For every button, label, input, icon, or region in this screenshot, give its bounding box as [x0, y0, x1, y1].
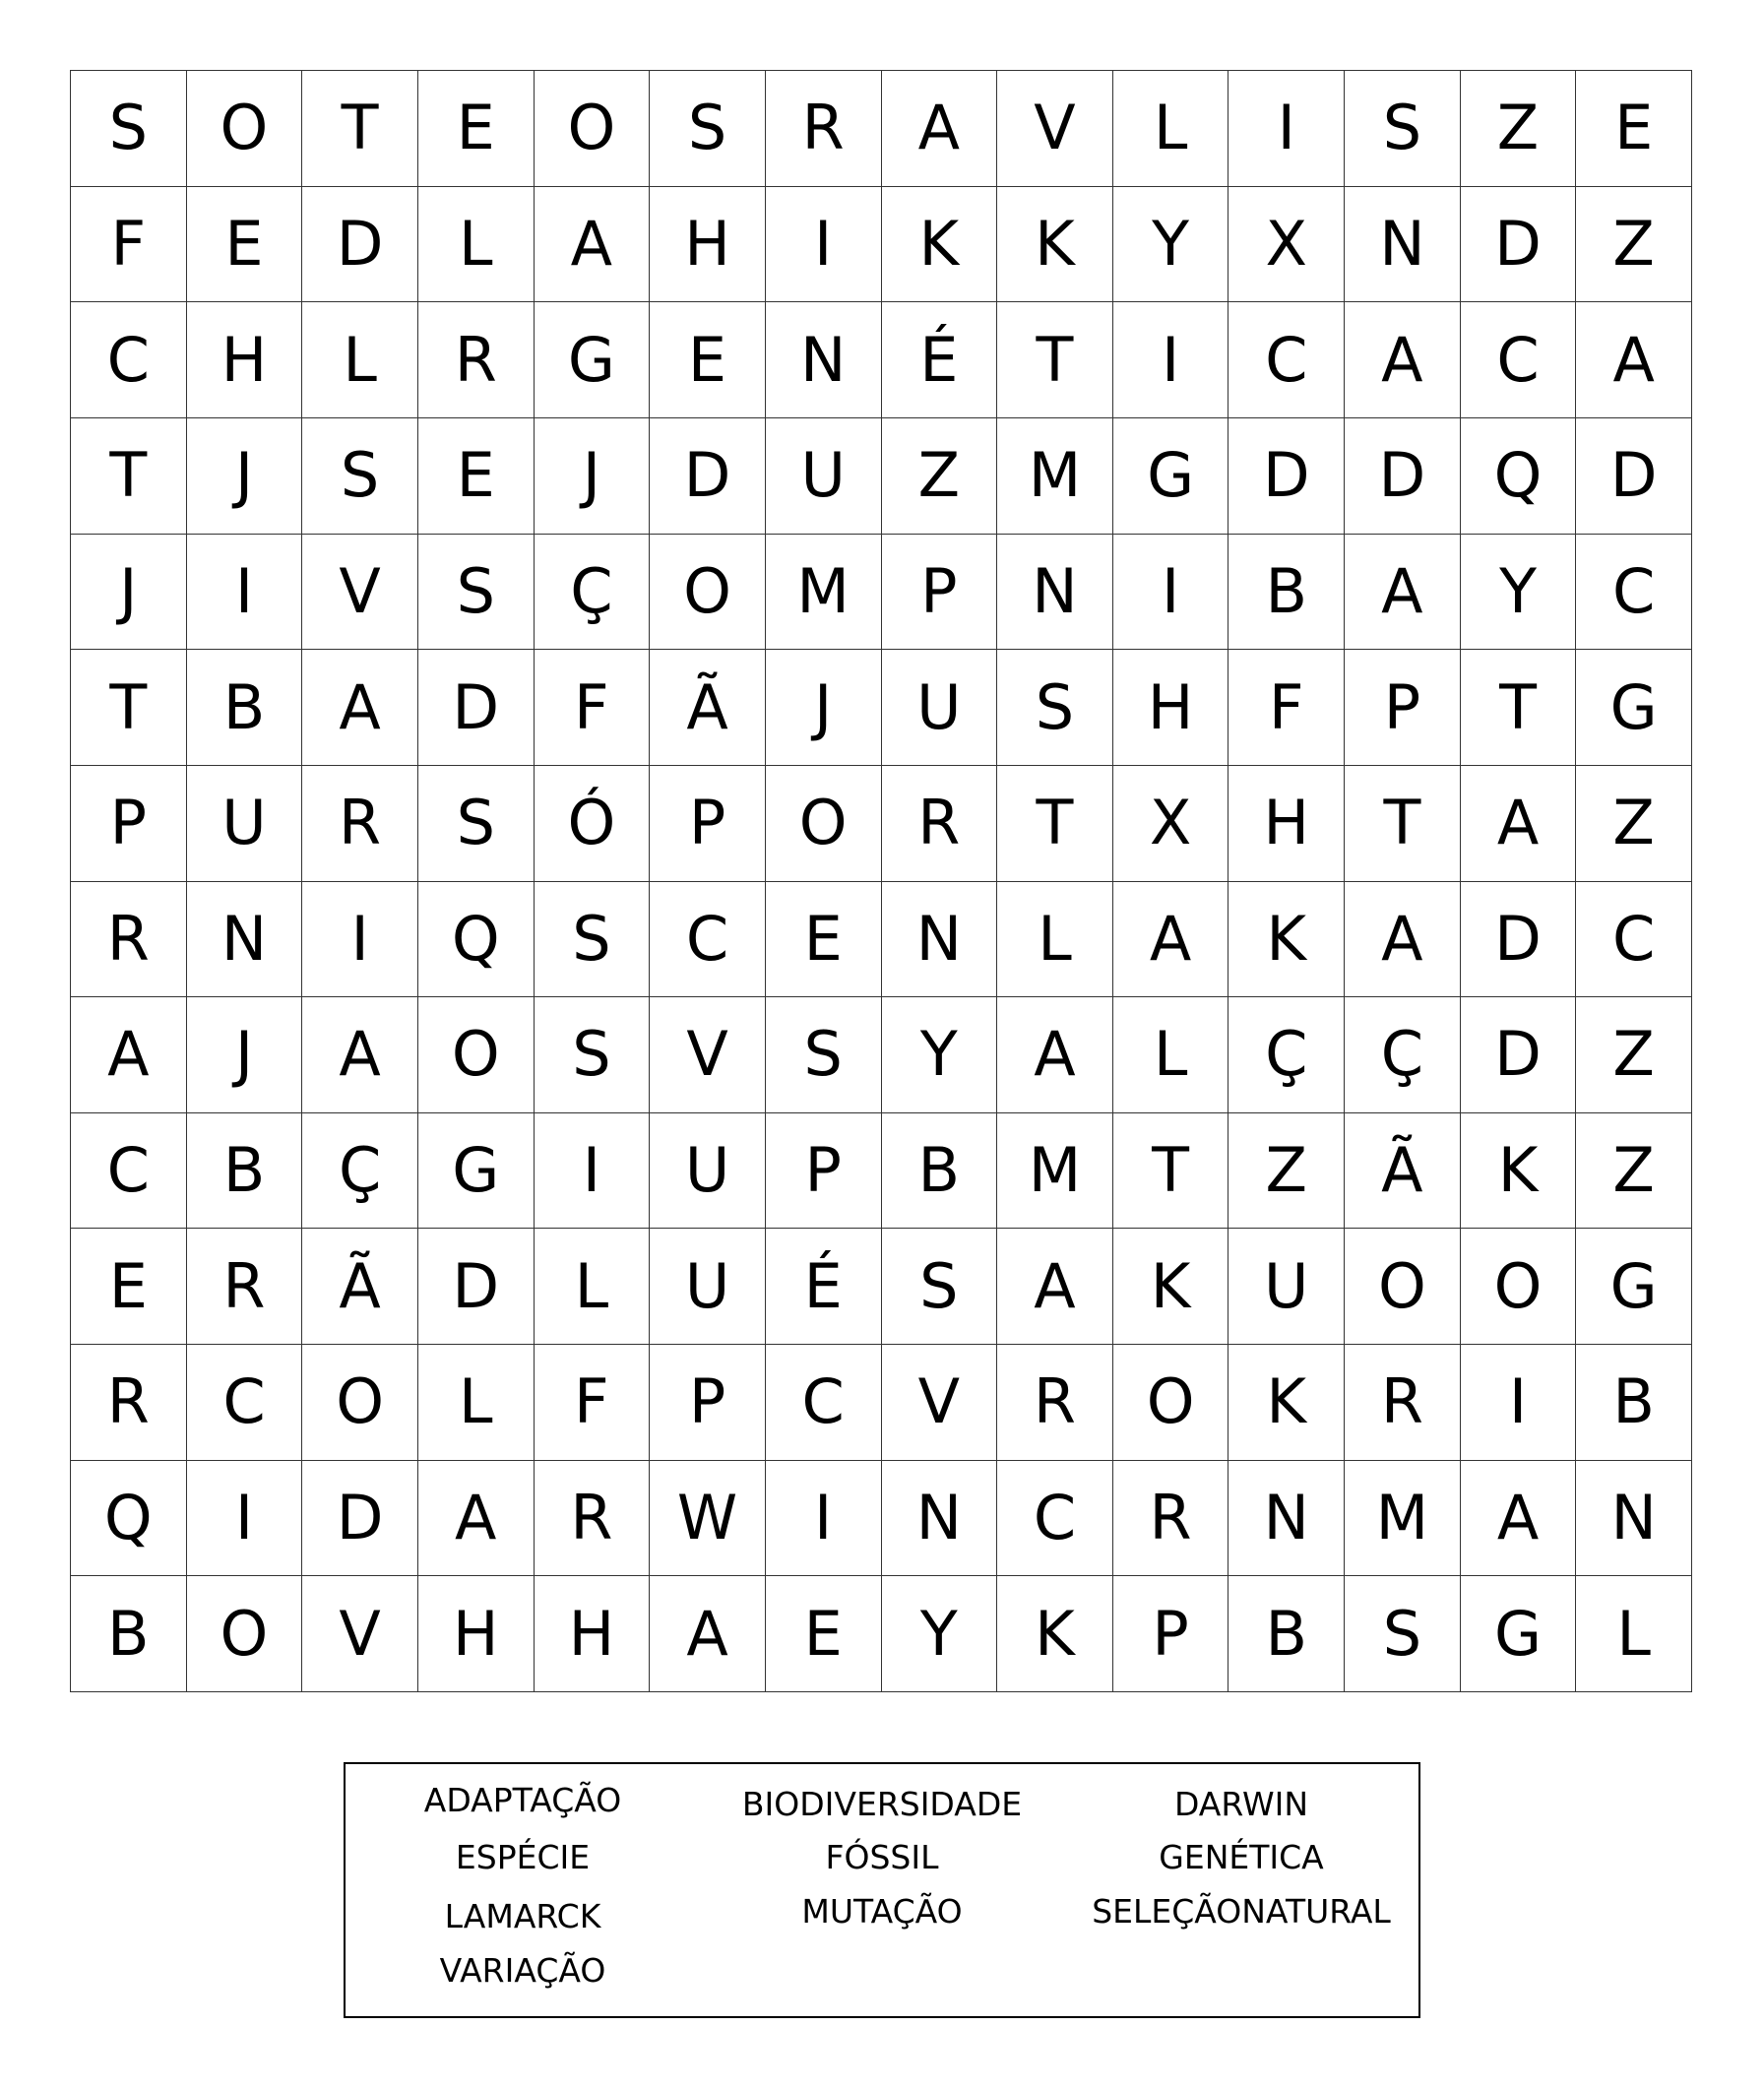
grid-cell[interactable]: N	[187, 882, 303, 998]
grid-cell[interactable]: Q	[1461, 418, 1577, 535]
grid-cell[interactable]: F	[1228, 650, 1345, 766]
grid-cell[interactable]: R	[997, 1345, 1113, 1461]
word-list-item: DARWIN	[1173, 1785, 1309, 1823]
grid-cell[interactable]: E	[418, 71, 535, 187]
grid-cell[interactable]: É	[882, 302, 998, 418]
grid-cell[interactable]: S	[418, 766, 535, 882]
grid-cell[interactable]: A	[71, 997, 187, 1113]
grid-cell[interactable]: D	[1461, 997, 1577, 1113]
grid-cell[interactable]: S	[882, 1229, 998, 1345]
grid-cell[interactable]: Z	[1576, 1113, 1692, 1230]
grid-cell[interactable]: D	[302, 187, 418, 303]
grid-cell[interactable]: L	[1113, 71, 1229, 187]
grid-cell[interactable]: V	[302, 535, 418, 651]
grid-cell[interactable]: U	[650, 1229, 766, 1345]
grid-cell[interactable]: H	[535, 1576, 651, 1692]
grid-cell[interactable]: C	[1228, 302, 1345, 418]
grid-cell[interactable]: F	[535, 1345, 651, 1461]
grid-cell[interactable]: R	[71, 882, 187, 998]
grid-cell[interactable]: K	[997, 1576, 1113, 1692]
grid-cell[interactable]: B	[187, 1113, 303, 1230]
word-list-box	[344, 1762, 1420, 2018]
grid-cell[interactable]: J	[766, 650, 882, 766]
grid-cell[interactable]: Z	[1576, 187, 1692, 303]
grid-cell[interactable]: O	[1113, 1345, 1229, 1461]
grid-cell[interactable]: T	[1113, 1113, 1229, 1230]
grid-cell[interactable]: L	[997, 882, 1113, 998]
word-list-item: ESPÉCIE	[455, 1838, 591, 1876]
grid-cell[interactable]: P	[766, 1113, 882, 1230]
grid-cell[interactable]: T	[1345, 766, 1461, 882]
grid-cell[interactable]: H	[1113, 650, 1229, 766]
grid-cell[interactable]: Q	[71, 1461, 187, 1577]
grid-cell[interactable]: A	[1345, 302, 1461, 418]
grid-cell[interactable]: D	[418, 1229, 535, 1345]
grid-cell[interactable]: U	[766, 418, 882, 535]
grid-cell[interactable]: L	[1113, 997, 1229, 1113]
grid-cell[interactable]: O	[535, 71, 651, 187]
grid-cell[interactable]: L	[302, 302, 418, 418]
grid-cell[interactable]: M	[997, 418, 1113, 535]
grid-cell[interactable]: N	[882, 882, 998, 998]
grid-cell[interactable]: M	[766, 535, 882, 651]
grid-cell[interactable]: Ã	[650, 650, 766, 766]
grid-cell[interactable]: C	[1461, 302, 1577, 418]
grid-cell[interactable]: Ã	[302, 1229, 418, 1345]
grid-cell[interactable]: É	[766, 1229, 882, 1345]
grid-cell[interactable]: A	[1345, 882, 1461, 998]
word-search-grid	[70, 70, 1692, 1692]
grid-cell[interactable]: A	[1576, 302, 1692, 418]
grid-cell[interactable]: S	[1345, 1576, 1461, 1692]
grid-cell[interactable]: X	[1113, 766, 1229, 882]
grid-cell[interactable]: A	[650, 1576, 766, 1692]
grid-cell[interactable]: G	[1461, 1576, 1577, 1692]
grid-cell[interactable]: S	[71, 71, 187, 187]
grid-cell[interactable]: F	[71, 187, 187, 303]
grid-cell[interactable]: C	[1576, 882, 1692, 998]
grid-cell[interactable]: V	[882, 1345, 998, 1461]
grid-cell[interactable]: O	[650, 535, 766, 651]
grid-cell[interactable]: I	[766, 1461, 882, 1577]
grid-cell[interactable]: Ç	[535, 535, 651, 651]
grid-cell[interactable]: L	[1576, 1576, 1692, 1692]
grid-cell[interactable]: Y	[1461, 535, 1577, 651]
grid-cell[interactable]: K	[1113, 1229, 1229, 1345]
grid-cell[interactable]: H	[187, 302, 303, 418]
grid-cell[interactable]: N	[766, 302, 882, 418]
grid-cell[interactable]: C	[650, 882, 766, 998]
grid-cell[interactable]: E	[1576, 71, 1692, 187]
grid-cell[interactable]: D	[1461, 882, 1577, 998]
grid-cell[interactable]: A	[1461, 1461, 1577, 1577]
grid-cell[interactable]: R	[882, 766, 998, 882]
grid-cell[interactable]: K	[882, 187, 998, 303]
word-list-item: VARIAÇÃO	[439, 1951, 606, 1990]
grid-cell[interactable]: D	[418, 650, 535, 766]
grid-cell[interactable]: K	[1228, 1345, 1345, 1461]
grid-cell[interactable]: P	[650, 1345, 766, 1461]
grid-cell[interactable]: O	[1461, 1229, 1577, 1345]
grid-cell[interactable]: R	[766, 71, 882, 187]
grid-cell[interactable]: D	[1576, 418, 1692, 535]
grid-cell[interactable]: B	[71, 1576, 187, 1692]
grid-cell[interactable]: I	[1228, 71, 1345, 187]
grid-cell[interactable]: R	[71, 1345, 187, 1461]
grid-cell[interactable]: I	[187, 535, 303, 651]
grid-cell[interactable]: H	[418, 1576, 535, 1692]
grid-cell[interactable]: P	[1113, 1576, 1229, 1692]
grid-cell[interactable]: C	[71, 1113, 187, 1230]
grid-cell[interactable]: K	[997, 187, 1113, 303]
grid-cell[interactable]: D	[302, 1461, 418, 1577]
word-list-item: FÓSSIL	[825, 1838, 939, 1876]
grid-cell[interactable]: P	[882, 535, 998, 651]
grid-cell[interactable]: S	[650, 71, 766, 187]
grid-cell[interactable]: N	[997, 535, 1113, 651]
word-list-item: ADAPTAÇÃO	[423, 1781, 622, 1819]
grid-cell[interactable]: Z	[882, 418, 998, 535]
grid-cell[interactable]: Y	[882, 1576, 998, 1692]
grid-cell[interactable]: E	[650, 302, 766, 418]
grid-cell[interactable]: T	[997, 302, 1113, 418]
grid-cell[interactable]: S	[302, 418, 418, 535]
grid-cell[interactable]: R	[187, 1229, 303, 1345]
grid-cell[interactable]: J	[187, 997, 303, 1113]
grid-cell[interactable]: L	[535, 1229, 651, 1345]
grid-cell[interactable]: I	[766, 187, 882, 303]
grid-cell[interactable]: Q	[418, 882, 535, 998]
grid-cell[interactable]: Ç	[1345, 997, 1461, 1113]
grid-cell[interactable]: T	[302, 71, 418, 187]
grid-cell[interactable]: T	[71, 418, 187, 535]
grid-cell[interactable]: B	[882, 1113, 998, 1230]
grid-cell[interactable]: E	[418, 418, 535, 535]
grid-cell[interactable]: D	[1461, 187, 1577, 303]
grid-cell[interactable]: S	[766, 997, 882, 1113]
grid-cell[interactable]: N	[1228, 1461, 1345, 1577]
grid-cell[interactable]: Ç	[1228, 997, 1345, 1113]
grid-cell[interactable]: Z	[1576, 997, 1692, 1113]
grid-cell[interactable]: V	[302, 1576, 418, 1692]
grid-cell[interactable]: G	[1576, 1229, 1692, 1345]
grid-cell[interactable]: R	[302, 766, 418, 882]
grid-cell[interactable]: M	[1345, 1461, 1461, 1577]
grid-cell[interactable]: I	[1113, 535, 1229, 651]
grid-cell[interactable]: V	[997, 71, 1113, 187]
grid-cell[interactable]: O	[418, 997, 535, 1113]
grid-cell[interactable]: P	[650, 766, 766, 882]
word-list-item: BIODIVERSIDADE	[741, 1785, 1023, 1823]
grid-cell[interactable]: X	[1228, 187, 1345, 303]
grid-cell[interactable]: O	[766, 766, 882, 882]
grid-cell[interactable]: R	[418, 302, 535, 418]
grid-cell[interactable]: A	[997, 1229, 1113, 1345]
grid-cell[interactable]: G	[1576, 650, 1692, 766]
grid-cell[interactable]: E	[71, 1229, 187, 1345]
grid-cell[interactable]: V	[650, 997, 766, 1113]
word-list-item: GENÉTICA	[1159, 1838, 1324, 1876]
grid-cell[interactable]: Ã	[1345, 1113, 1461, 1230]
grid-cell[interactable]: L	[418, 1345, 535, 1461]
grid-cell[interactable]: T	[71, 650, 187, 766]
grid-cell[interactable]: F	[535, 650, 651, 766]
grid-cell[interactable]: B	[1576, 1345, 1692, 1461]
grid-cell[interactable]: Z	[1576, 766, 1692, 882]
grid-cell[interactable]: A	[882, 71, 998, 187]
grid-cell[interactable]: D	[1345, 418, 1461, 535]
grid-cell[interactable]: Ó	[535, 766, 651, 882]
grid-cell[interactable]: A	[302, 650, 418, 766]
grid-cell[interactable]: G	[1113, 418, 1229, 535]
grid-cell[interactable]: A	[535, 187, 651, 303]
grid-cell[interactable]: O	[187, 71, 303, 187]
grid-cell[interactable]: I	[302, 882, 418, 998]
grid-cell[interactable]: I	[1113, 302, 1229, 418]
grid-cell[interactable]: G	[535, 302, 651, 418]
grid-cell[interactable]: H	[1228, 766, 1345, 882]
grid-cell[interactable]: E	[187, 187, 303, 303]
grid-cell[interactable]: U	[650, 1113, 766, 1230]
grid-cell[interactable]: G	[418, 1113, 535, 1230]
word-list-item: MUTAÇÃO	[801, 1892, 963, 1931]
grid-cell[interactable]: C	[1576, 535, 1692, 651]
grid-cell[interactable]: C	[997, 1461, 1113, 1577]
grid-cell[interactable]: K	[1228, 882, 1345, 998]
grid-cell[interactable]: Z	[1228, 1113, 1345, 1230]
grid-cell[interactable]: Ç	[302, 1113, 418, 1230]
word-list-item: LAMARCK	[444, 1897, 601, 1935]
grid-cell[interactable]: U	[187, 766, 303, 882]
grid-cell[interactable]: D	[650, 418, 766, 535]
grid-cell[interactable]: C	[71, 302, 187, 418]
grid-cell[interactable]: C	[187, 1345, 303, 1461]
grid-cell[interactable]: S	[997, 650, 1113, 766]
grid-cell[interactable]: B	[1228, 1576, 1345, 1692]
grid-cell[interactable]: A	[418, 1461, 535, 1577]
grid-cell[interactable]: R	[1113, 1461, 1229, 1577]
grid-cell[interactable]: A	[1345, 535, 1461, 651]
grid-cell[interactable]: J	[187, 418, 303, 535]
grid-cell[interactable]: Z	[1461, 71, 1577, 187]
grid-cell[interactable]: W	[650, 1461, 766, 1577]
grid-cell[interactable]: K	[1461, 1113, 1577, 1230]
grid-cell[interactable]: J	[71, 535, 187, 651]
grid-cell[interactable]: P	[71, 766, 187, 882]
grid-cell[interactable]: Y	[882, 997, 998, 1113]
grid-cell[interactable]: A	[302, 997, 418, 1113]
grid-cell[interactable]: T	[997, 766, 1113, 882]
grid-cell[interactable]: R	[535, 1461, 651, 1577]
grid-cell[interactable]: U	[1228, 1229, 1345, 1345]
grid-cell[interactable]: E	[766, 882, 882, 998]
grid-cell[interactable]: I	[1461, 1345, 1577, 1461]
grid-cell[interactable]: O	[302, 1345, 418, 1461]
grid-cell[interactable]: I	[535, 1113, 651, 1230]
grid-cell[interactable]: M	[997, 1113, 1113, 1230]
grid-cell[interactable]: U	[882, 650, 998, 766]
grid-cell[interactable]: H	[650, 187, 766, 303]
grid-cell[interactable]: B	[187, 650, 303, 766]
grid-cell[interactable]: L	[418, 187, 535, 303]
grid-cell[interactable]: N	[1576, 1461, 1692, 1577]
grid-cell[interactable]: B	[1228, 535, 1345, 651]
grid-cell[interactable]: E	[766, 1576, 882, 1692]
grid-cell[interactable]: J	[535, 418, 651, 535]
grid-cell[interactable]: P	[1345, 650, 1461, 766]
grid-cell[interactable]: N	[1345, 187, 1461, 303]
grid-cell[interactable]: N	[882, 1461, 998, 1577]
grid-cell[interactable]: S	[535, 997, 651, 1113]
grid-cell[interactable]: S	[418, 535, 535, 651]
grid-cell[interactable]: S	[1345, 71, 1461, 187]
grid-cell[interactable]: S	[535, 882, 651, 998]
grid-cell[interactable]: A	[1461, 766, 1577, 882]
grid-cell[interactable]: I	[187, 1461, 303, 1577]
grid-cell[interactable]: O	[187, 1576, 303, 1692]
grid-cell[interactable]: O	[1345, 1229, 1461, 1345]
grid-cell[interactable]: C	[766, 1345, 882, 1461]
grid-cell[interactable]: T	[1461, 650, 1577, 766]
grid-cell[interactable]: A	[997, 997, 1113, 1113]
word-list-item: SELEÇÃONATURAL	[1092, 1892, 1391, 1931]
grid-cell[interactable]: D	[1228, 418, 1345, 535]
grid-cell[interactable]: R	[1345, 1345, 1461, 1461]
grid-cell[interactable]: Y	[1113, 187, 1229, 303]
grid-cell[interactable]: A	[1113, 882, 1229, 998]
